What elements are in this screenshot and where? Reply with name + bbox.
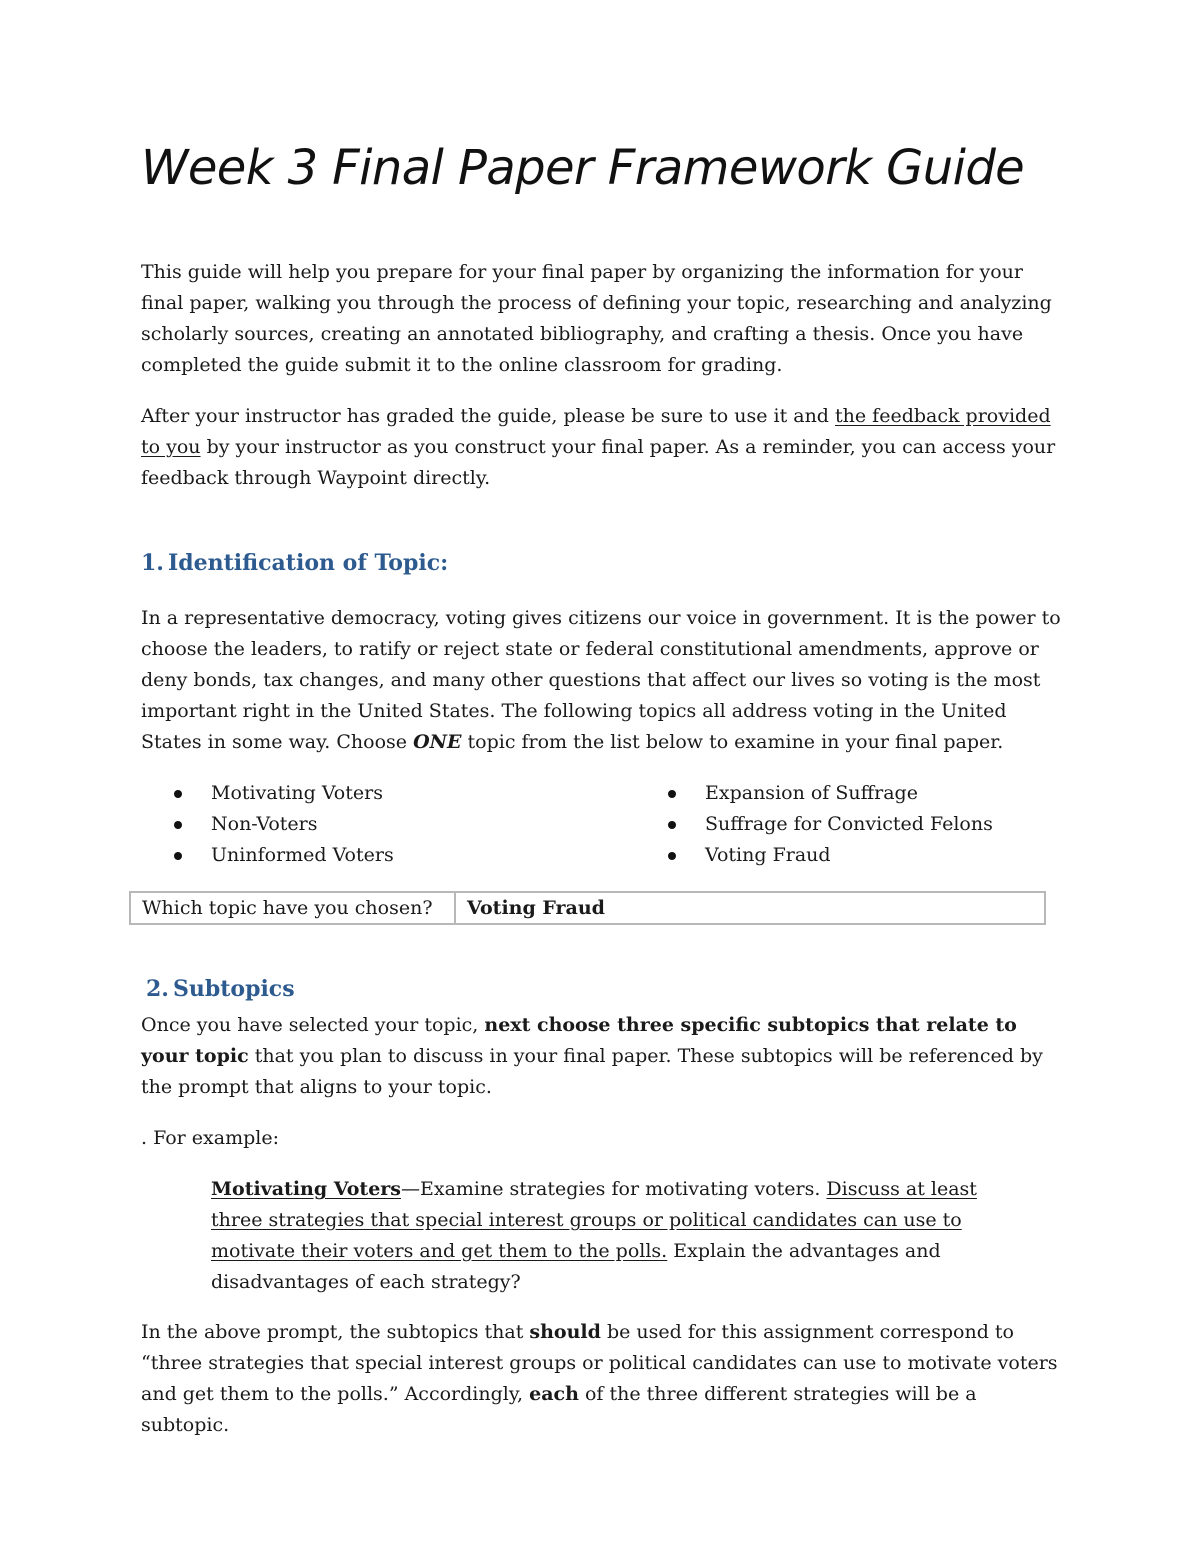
feedback-paragraph	[141, 401, 1066, 494]
closing-bold-2: each	[529, 1383, 579, 1405]
example-prompt	[211, 1174, 981, 1298]
list-item: Uninformed Voters	[174, 840, 394, 871]
list-item: Non-Voters	[174, 809, 394, 840]
example-after-text: Explain the advantages and disadvantages of each strategy?	[211, 1240, 941, 1293]
section-2-bold-text: next choose three specific subtopics that relate to your topic	[141, 1014, 1017, 1067]
feedback-text-before: After your instructor has graded the guide, please be sure to use it and	[141, 405, 836, 427]
example-intro: . For example:	[141, 1127, 279, 1149]
section-1-heading	[141, 550, 448, 576]
example-dash-text: —Examine strategies for motivating voters.	[401, 1178, 827, 1200]
closing-text-3: of the three different strategies will be a subtopic.	[141, 1383, 977, 1436]
topic-choice-table	[129, 891, 1046, 925]
section-2-paragraph	[141, 1010, 1066, 1103]
section-2-text-before: Once you have selected your topic,	[141, 1014, 485, 1036]
intro-text: This guide will help you prepare for your final paper by organizing the information for your final paper, walking you through the process of defining your topic, researching and analyzing scholarly sources, creating an annotated bibliography, and crafting a thesis. Once you have completed the guide submit it to the online classroom for grading.	[141, 261, 1052, 376]
topic-question-cell: Which topic have you chosen?	[131, 893, 456, 923]
section-1-text-after: topic from the list below to examine in your final paper.	[461, 731, 1004, 753]
intro-paragraph	[141, 257, 1066, 381]
section-2-number: 2.	[146, 976, 169, 1002]
feedback-underlined-text: the feedback provided to you	[141, 405, 1051, 458]
topic-answer-cell[interactable]: Voting Fraud	[467, 897, 605, 919]
closing-text-2: be used for this assignment correspond to “three strategies that special interest groups or political candidates can use to motivate voters and get them to the polls.” Accordingly,	[141, 1321, 1058, 1405]
feedback-text-after: by your instructor as you construct your final paper. As a reminder, you can access your feedback through Waypoint directly.	[141, 436, 1056, 489]
section-1-text-before: In a representative democracy, voting gives citizens our voice in government. It is the power to choose the leaders, to ratify or reject state or federal constitutional amendments, approve or deny bonds, tax changes, and many other questions that affect our lives so voting is the most important right in the United States. The following topics all address voting in the United States in some way. Choose	[141, 607, 1061, 753]
list-item: Expansion of Suffrage	[668, 778, 993, 809]
section-1-paragraph	[141, 603, 1066, 758]
section-2-heading	[146, 976, 295, 1002]
section-2-text-after: that you plan to discuss in your final paper. These subtopics will be referenced by the prompt that aligns to your topic.	[141, 1045, 1043, 1098]
example-underlined-text: Discuss at least three strategies that special interest groups or political candidates can use to motivate their voters and get them to the polls.	[211, 1178, 977, 1262]
topic-list-left	[174, 778, 394, 871]
section-1-emphasis: ONE	[413, 731, 462, 753]
closing-bold-1: should	[529, 1321, 601, 1343]
section-1-number: 1.	[141, 550, 164, 576]
section-2-title: Subtopics	[172, 976, 295, 1002]
section-1-title: Identification of Topic:	[167, 550, 449, 576]
list-item: Motivating Voters	[174, 778, 394, 809]
example-title: Motivating Voters	[211, 1178, 401, 1200]
list-item: Voting Fraud	[668, 840, 993, 871]
closing-text-1: In the above prompt, the subtopics that	[141, 1321, 530, 1343]
topic-list-right	[668, 778, 993, 871]
closing-paragraph	[141, 1317, 1066, 1441]
page-title: Week 3 Final Paper Framework Guide	[141, 140, 1025, 196]
list-item: Suffrage for Convicted Felons	[668, 809, 993, 840]
